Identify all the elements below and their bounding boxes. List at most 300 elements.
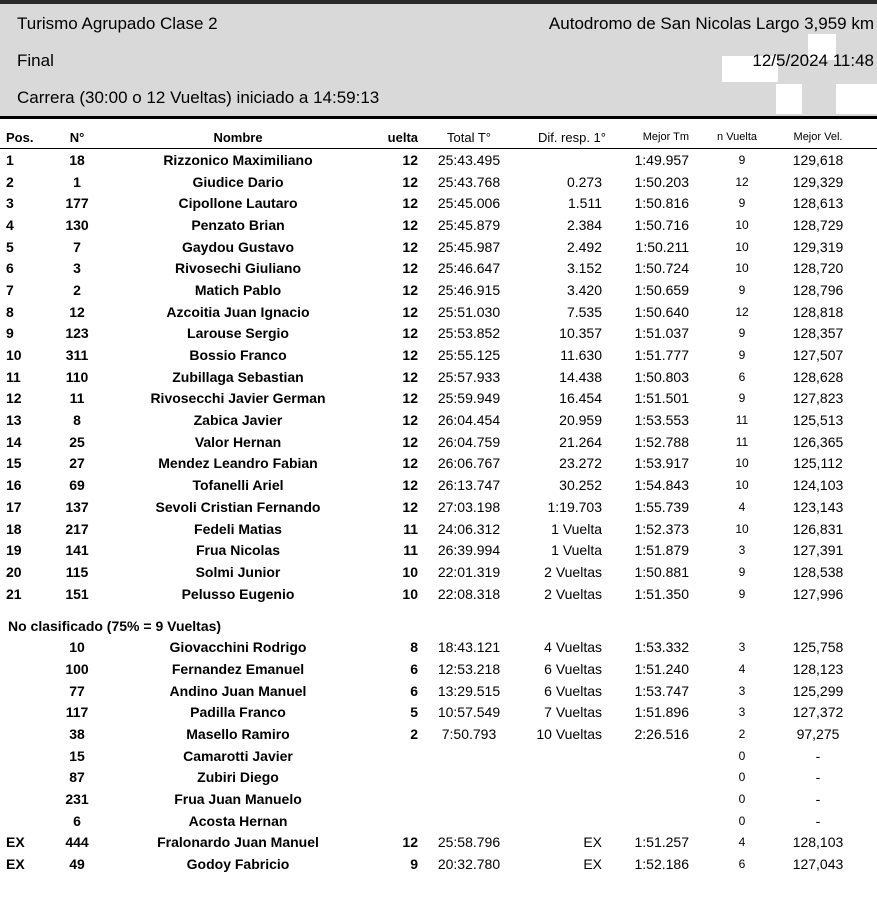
cell-best-speed: 125,112 xyxy=(793,455,843,472)
table-row xyxy=(0,279,877,301)
cell-best-time: 1:50.716 xyxy=(634,216,689,233)
cell-laps: 12 xyxy=(402,477,418,494)
cell-number: 18 xyxy=(69,151,85,168)
cell-total-time: 25:46.915 xyxy=(437,281,501,298)
cell-pos: 21 xyxy=(6,585,22,602)
cell-laps: 12 xyxy=(402,834,418,851)
cell-laps: 12 xyxy=(402,216,418,233)
table-row xyxy=(0,236,877,258)
cell-name: Cipollone Lautaro xyxy=(178,195,298,212)
cell-total-time: 7:50.793 xyxy=(441,726,497,743)
cell-number: 137 xyxy=(65,498,89,515)
cell-gap: 7 Vueltas xyxy=(544,704,602,721)
cell-gap: 30.252 xyxy=(559,477,602,494)
table-row xyxy=(0,788,877,810)
cell-gap: 20.959 xyxy=(559,412,602,429)
cell-number: 141 xyxy=(65,542,89,559)
cell-best-speed: 127,507 xyxy=(792,347,844,364)
cell-laps xyxy=(368,788,428,810)
cell-laps: 12 xyxy=(402,498,418,515)
cell-laps: 12 xyxy=(402,260,418,277)
cell-best-speed: 127,043 xyxy=(792,856,844,873)
cell-best-lap: 12 xyxy=(735,174,749,189)
classified-results xyxy=(0,149,877,605)
cell-gap: 2.384 xyxy=(566,216,602,233)
cell-gap: 6 Vueltas xyxy=(544,682,602,699)
cell-total-time: 26:04.759 xyxy=(437,433,501,450)
cell-best-time: 1:52.788 xyxy=(634,433,689,450)
col-number: N° xyxy=(46,126,108,149)
cell-best-time: 2:26.516 xyxy=(634,726,689,743)
cell-total-time: 25:55.125 xyxy=(437,347,501,364)
cell-name: Giudice Dario xyxy=(192,173,284,190)
cell-total-time: 25:45.879 xyxy=(437,216,501,233)
table-row xyxy=(0,539,877,561)
cell-best-lap: 10 xyxy=(735,239,749,254)
cell-laps: 6 xyxy=(410,682,418,699)
cell-laps: 5 xyxy=(410,704,418,721)
cell-pos: 5 xyxy=(6,238,14,255)
cell-total-time: 25:45.006 xyxy=(437,195,501,212)
table-row xyxy=(0,388,877,410)
cell-best-speed: - xyxy=(815,769,821,786)
cell-number: 151 xyxy=(65,585,89,602)
cell-total-time: 25:51.030 xyxy=(437,303,501,320)
cell-name: Acosta Hernan xyxy=(188,812,288,829)
table-row xyxy=(0,853,877,875)
cell-pos: 19 xyxy=(6,542,22,559)
cell-number: 11 xyxy=(69,390,85,407)
cell-best-lap: 11 xyxy=(735,434,749,449)
cell-best-time xyxy=(610,788,703,810)
cell-best-time: 1:50.724 xyxy=(634,260,689,277)
cell-name: Camarotti Javier xyxy=(183,747,293,764)
cell-best-time: 1:50.640 xyxy=(634,303,689,320)
cell-best-speed: 128,103 xyxy=(792,834,844,851)
cell-pos: 16 xyxy=(6,477,22,494)
cell-name: Godoy Fabricio xyxy=(186,856,290,873)
cell-pos: EX xyxy=(6,834,25,851)
col-best-speed: Mejor Vel. xyxy=(759,126,877,149)
cell-best-speed: 128,613 xyxy=(792,195,844,212)
series-title: Turismo Agrupado Clase 2 xyxy=(17,14,218,33)
cell-pos: 17 xyxy=(6,498,22,515)
cell-best-time: 1:51.240 xyxy=(634,660,689,677)
cell-number: 77 xyxy=(69,682,85,699)
table-row xyxy=(0,561,877,583)
cell-laps xyxy=(368,767,428,789)
table-row xyxy=(0,344,877,366)
cell-pos xyxy=(0,767,46,789)
cell-laps: 11 xyxy=(403,542,418,559)
cell-number: 25 xyxy=(69,433,85,450)
cell-name: Rivosecchi Javier German xyxy=(150,390,326,407)
cell-gap xyxy=(510,767,610,789)
table-row xyxy=(0,767,877,789)
cell-pos: 11 xyxy=(6,368,21,385)
cell-name: Zabica Javier xyxy=(193,412,283,429)
cell-total-time: 10:57.549 xyxy=(437,704,501,721)
cell-total-time: 18:43.121 xyxy=(437,639,501,656)
cell-total-time: 13:29.515 xyxy=(437,682,501,699)
cell-best-time: 1:50.881 xyxy=(634,563,689,580)
cell-total-time xyxy=(428,810,510,832)
cell-laps: 10 xyxy=(402,585,418,602)
cell-gap: 0.273 xyxy=(566,173,602,190)
cell-total-time: 25:45.987 xyxy=(437,238,501,255)
cell-best-lap: 9 xyxy=(738,152,746,167)
cell-best-lap: 11 xyxy=(735,413,749,428)
table-header-row xyxy=(0,126,877,149)
cell-name: Fedeli Matias xyxy=(194,520,282,537)
cell-best-time: 1:53.917 xyxy=(634,455,689,472)
cell-best-time: 1:50.203 xyxy=(634,173,689,190)
cell-best-time: 1:50.816 xyxy=(634,195,689,212)
cell-best-lap: 0 xyxy=(738,770,746,785)
cell-best-speed: 128,818 xyxy=(792,303,844,320)
cell-best-time: 1:53.747 xyxy=(634,682,689,699)
cell-name: Pelusso Eugenio xyxy=(181,585,295,602)
cell-laps: 12 xyxy=(402,173,418,190)
cell-best-speed: - xyxy=(815,812,821,829)
cell-pos: 4 xyxy=(6,216,14,233)
table-row xyxy=(0,583,877,605)
cell-total-time: 26:13.747 xyxy=(437,477,501,494)
cell-gap: 3.152 xyxy=(566,260,602,277)
cell-pos xyxy=(0,723,46,745)
cell-laps: 10 xyxy=(402,563,418,580)
cell-pos xyxy=(0,788,46,810)
cell-number: 123 xyxy=(65,325,89,342)
cell-number: 3 xyxy=(73,260,81,277)
cell-name: Giovacchini Rodrigo xyxy=(169,639,307,656)
cell-best-lap: 9 xyxy=(738,586,746,601)
cell-pos xyxy=(0,702,46,724)
table-row xyxy=(0,149,877,171)
cell-best-speed: 127,391 xyxy=(792,542,844,559)
table-row xyxy=(0,702,877,724)
table-row xyxy=(0,301,877,323)
cell-laps: 12 xyxy=(402,151,418,168)
col-laps: uelta xyxy=(368,126,428,149)
cell-number: 177 xyxy=(65,195,89,212)
cell-number: 87 xyxy=(69,769,85,786)
cell-best-speed: 128,538 xyxy=(792,563,844,580)
cell-pos xyxy=(0,810,46,832)
cell-laps: 2 xyxy=(410,726,418,743)
checkered-square xyxy=(836,84,877,114)
cell-number: 49 xyxy=(69,856,85,873)
cell-pos xyxy=(0,636,46,658)
cell-total-time: 25:53.852 xyxy=(437,325,501,342)
cell-gap: 1 Vuelta xyxy=(551,542,602,559)
cell-best-lap: 4 xyxy=(738,661,746,676)
cell-name: Zubillaga Sebastian xyxy=(172,368,304,385)
cell-laps: 12 xyxy=(402,238,418,255)
table-row xyxy=(0,366,877,388)
table-row xyxy=(0,453,877,475)
cell-best-lap: 3 xyxy=(738,705,746,720)
cell-best-time: 1:52.186 xyxy=(634,856,689,873)
cell-pos: 10 xyxy=(6,347,22,364)
cell-name: Rivosechi Giuliano xyxy=(174,260,302,277)
cell-gap: EX xyxy=(583,856,602,873)
circuit-name: Autodromo de San Nicolas Largo 3,959 km xyxy=(548,14,874,33)
cell-name: Padilla Franco xyxy=(190,704,286,721)
table-row xyxy=(0,171,877,193)
cell-best-speed: - xyxy=(815,747,821,764)
cell-best-speed: 128,357 xyxy=(792,325,844,342)
cell-pos: 20 xyxy=(6,563,22,580)
cell-number: 7 xyxy=(73,238,81,255)
cell-number: 100 xyxy=(65,660,89,677)
cell-gap: 14.438 xyxy=(559,368,602,385)
cell-name: Solmi Junior xyxy=(195,563,281,580)
col-best-lap: n Vuelta xyxy=(703,126,759,149)
cell-laps: 12 xyxy=(402,195,418,212)
cell-total-time xyxy=(428,767,510,789)
table-row xyxy=(0,192,877,214)
table-row xyxy=(0,810,877,832)
session-name: Final xyxy=(17,51,54,70)
cell-best-time: 1:53.332 xyxy=(634,639,689,656)
cell-best-lap: 2 xyxy=(738,727,746,742)
cell-laps: 12 xyxy=(402,368,418,385)
unclassified-section xyxy=(0,604,877,636)
cell-pos: 18 xyxy=(6,520,22,537)
cell-best-time: 1:51.257 xyxy=(634,834,689,851)
cell-total-time: 26:39.994 xyxy=(437,542,501,559)
col-pos: Pos. xyxy=(0,126,46,149)
cell-best-speed: 129,618 xyxy=(792,151,844,168)
table-row xyxy=(0,431,877,453)
cell-number: 8 xyxy=(73,412,81,429)
cell-laps xyxy=(368,745,428,767)
cell-name: Penzato Brian xyxy=(191,216,285,233)
cell-number: 117 xyxy=(65,704,89,721)
cell-total-time: 26:04.454 xyxy=(437,412,501,429)
checkered-square xyxy=(776,84,802,114)
cell-gap xyxy=(510,788,610,810)
cell-total-time: 25:43.495 xyxy=(437,151,501,168)
cell-number: 12 xyxy=(69,303,85,320)
cell-total-time: 27:03.198 xyxy=(437,498,501,515)
cell-gap xyxy=(510,149,610,171)
cell-best-speed: 127,372 xyxy=(792,704,844,721)
cell-name: Frua Juan Manuelo xyxy=(174,791,302,808)
cell-total-time: 12:53.218 xyxy=(437,660,501,677)
cell-number: 130 xyxy=(65,216,89,233)
cell-gap: 1 Vuelta xyxy=(551,520,602,537)
cell-best-time: 1:55.739 xyxy=(634,498,689,515)
table-row xyxy=(0,745,877,767)
cell-name: Tofanelli Ariel xyxy=(192,477,284,494)
table-row xyxy=(0,518,877,540)
table-row xyxy=(0,636,877,658)
cell-best-time: 1:53.553 xyxy=(634,412,689,429)
cell-total-time: 20:32.780 xyxy=(437,856,501,873)
cell-best-time: 1:49.957 xyxy=(634,151,689,168)
cell-number: 15 xyxy=(69,747,85,764)
cell-best-speed: 123,143 xyxy=(792,498,844,515)
cell-laps: 12 xyxy=(402,412,418,429)
cell-best-lap: 9 xyxy=(738,348,746,363)
cell-best-time: 1:51.350 xyxy=(634,585,689,602)
cell-name: Sevoli Cristian Fernando xyxy=(155,498,321,515)
cell-total-time: 25:43.768 xyxy=(437,173,501,190)
cell-best-speed: 125,513 xyxy=(792,412,844,429)
cell-number: 115 xyxy=(65,563,89,580)
cell-best-lap: 10 xyxy=(735,261,749,276)
cell-name: Andino Juan Manuel xyxy=(169,682,307,699)
cell-pos: 15 xyxy=(6,455,22,472)
cell-pos: EX xyxy=(6,856,25,873)
cell-number: 217 xyxy=(65,520,89,537)
cell-best-speed: 128,628 xyxy=(792,368,844,385)
cell-gap: 16.454 xyxy=(559,390,602,407)
table-row xyxy=(0,409,877,431)
cell-laps: 6 xyxy=(410,660,418,677)
cell-pos: 8 xyxy=(6,303,14,320)
cell-best-lap: 6 xyxy=(738,857,746,872)
cell-total-time: 22:08.318 xyxy=(437,585,501,602)
cell-total-time: 24:06.312 xyxy=(437,520,501,537)
cell-number: 38 xyxy=(69,726,85,743)
cell-number: 444 xyxy=(65,834,89,851)
cell-gap: 4 Vueltas xyxy=(544,639,602,656)
cell-gap: 2.492 xyxy=(566,238,602,255)
cell-pos xyxy=(0,680,46,702)
cell-gap: 1.511 xyxy=(568,195,602,212)
cell-best-time: 1:50.211 xyxy=(635,238,689,255)
cell-pos: 13 xyxy=(6,412,22,429)
table-row xyxy=(0,323,877,345)
cell-best-lap: 9 xyxy=(738,326,746,341)
cell-best-lap: 9 xyxy=(738,282,746,297)
cell-best-speed: 126,365 xyxy=(792,433,844,450)
cell-number: 69 xyxy=(69,477,85,494)
cell-best-speed: 124,103 xyxy=(792,477,844,494)
race-info: Carrera (30:00 o 12 Vueltas) iniciado a 14:59:13 xyxy=(17,88,380,107)
cell-gap: 23.272 xyxy=(559,455,602,472)
cell-best-time: 1:54.843 xyxy=(634,477,689,494)
cell-name: Larouse Sergio xyxy=(187,325,289,342)
cell-total-time xyxy=(428,788,510,810)
cell-best-speed: 129,329 xyxy=(792,173,844,190)
cell-name: Masello Ramiro xyxy=(186,726,290,743)
cell-gap: 10 Vueltas xyxy=(536,726,602,743)
cell-gap: 11.630 xyxy=(560,347,602,364)
cell-best-speed: - xyxy=(815,791,821,808)
cell-best-lap: 6 xyxy=(738,369,746,384)
cell-best-speed: 97,275 xyxy=(796,726,840,743)
cell-name: Gaydou Gustavo xyxy=(181,238,295,255)
cell-best-lap: 10 xyxy=(735,478,749,493)
cell-total-time: 26:06.767 xyxy=(437,455,501,472)
unclassified-title: No clasificado (75% = 9 Vueltas) xyxy=(8,618,222,635)
cell-best-time: 1:51.896 xyxy=(634,704,689,721)
col-best-time: Mejor Tm xyxy=(610,126,703,149)
cell-best-lap: 10 xyxy=(735,456,749,471)
cell-best-speed: 125,758 xyxy=(792,639,844,656)
cell-laps: 12 xyxy=(402,390,418,407)
cell-number: 2 xyxy=(73,281,81,298)
cell-pos: 7 xyxy=(6,281,14,298)
cell-best-speed: 126,831 xyxy=(792,520,844,537)
table-row xyxy=(0,658,877,680)
cell-name: Azcoitia Juan Ignacio xyxy=(166,303,310,320)
cell-best-speed: 129,319 xyxy=(792,238,844,255)
cell-name: Frua Nicolas xyxy=(195,542,281,559)
cell-gap: 7.535 xyxy=(566,303,602,320)
cell-pos: 9 xyxy=(6,325,14,342)
cell-best-time: 1:51.879 xyxy=(634,542,689,559)
cell-best-lap: 4 xyxy=(738,499,746,514)
cell-name: Rizzonico Maximiliano xyxy=(163,151,313,168)
cell-gap: 21.264 xyxy=(559,433,602,450)
cell-laps: 9 xyxy=(410,856,418,873)
cell-best-lap: 9 xyxy=(738,564,746,579)
cell-best-lap: 9 xyxy=(738,391,746,406)
results-table xyxy=(0,126,877,875)
cell-pos: 12 xyxy=(6,390,22,407)
cell-best-speed: 127,996 xyxy=(792,585,844,602)
cell-best-time: 1:51.777 xyxy=(634,347,689,364)
cell-number: 6 xyxy=(73,812,81,829)
table-row xyxy=(0,257,877,279)
cell-name: Mendez Leandro Fabian xyxy=(158,455,318,472)
cell-best-time xyxy=(610,767,703,789)
cell-best-lap: 0 xyxy=(738,813,746,828)
cell-gap: 6 Vueltas xyxy=(544,660,602,677)
unclassified-results xyxy=(0,636,877,875)
cell-name: Bossio Franco xyxy=(189,347,287,364)
section-title-row xyxy=(0,604,877,636)
cell-gap: 10.357 xyxy=(559,325,602,342)
cell-name: Matich Pablo xyxy=(194,281,282,298)
cell-number: 1 xyxy=(73,173,81,190)
cell-pos xyxy=(0,745,46,767)
cell-gap: 2 Vueltas xyxy=(544,585,602,602)
results-header xyxy=(0,4,877,119)
cell-best-lap: 4 xyxy=(738,835,746,850)
cell-best-time: 1:51.037 xyxy=(634,325,689,342)
table-row xyxy=(0,832,877,854)
cell-best-time: 1:50.803 xyxy=(634,368,689,385)
cell-best-lap: 0 xyxy=(738,748,746,763)
cell-pos: 6 xyxy=(6,260,14,277)
cell-best-speed: 127,823 xyxy=(792,390,844,407)
session-datetime: 12/5/2024 11:48 xyxy=(752,51,874,70)
cell-best-lap: 3 xyxy=(738,543,746,558)
cell-laps: 12 xyxy=(402,325,418,342)
cell-best-speed: 125,299 xyxy=(792,682,844,699)
cell-number: 311 xyxy=(65,347,89,364)
cell-gap xyxy=(510,745,610,767)
cell-best-speed: 128,123 xyxy=(792,660,844,677)
cell-best-time xyxy=(610,810,703,832)
cell-gap: 1:19.703 xyxy=(547,498,602,515)
cell-name: Valor Hernan xyxy=(194,433,282,450)
cell-laps: 12 xyxy=(402,455,418,472)
cell-best-time: 1:52.373 xyxy=(634,520,689,537)
cell-pos xyxy=(0,658,46,680)
cell-best-speed: 128,796 xyxy=(792,281,844,298)
cell-number: 110 xyxy=(65,368,89,385)
cell-name: Fralonardo Juan Manuel xyxy=(157,834,319,851)
col-name: Nombre xyxy=(108,126,368,149)
cell-laps: 8 xyxy=(410,639,418,656)
